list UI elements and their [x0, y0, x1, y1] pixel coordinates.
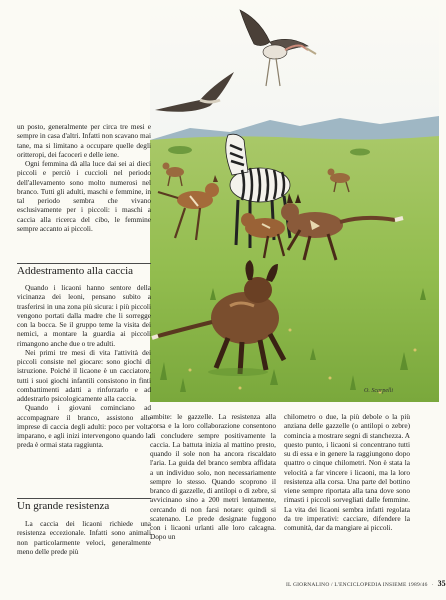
page-separator: · — [431, 582, 434, 588]
page-number: 35 — [437, 579, 446, 588]
section-2-paragraph-1: La caccia dei licaoni richiede una resistenza eccezionale. Infatti sono animali non particolarmente veloci, generalmente meno delle prede più — [17, 519, 151, 556]
column-1 — [17, 122, 151, 233]
section-1-paragraph-2: Nei primi tre mesi di vita l'attività dei piccoli consiste nel giocare: sono giochi di istruzione. Poiché il licaone è un cacciatore, tutti i suoi giochi infantili consistono in finti combattimenti adatti a rinforzarlo e ad addestrarlo psicologicamente alla caccia. — [17, 347, 151, 403]
illustrator-signature: O. Scarpelli — [364, 388, 393, 394]
section-1-body — [17, 283, 151, 450]
page-footer — [286, 573, 446, 591]
section-2-body — [17, 519, 151, 556]
illustration — [150, 0, 439, 402]
running-title: IL GIORNALINO / L'ENCICLOPEDIA INSIEME 1989/46 — [286, 582, 428, 588]
column-3 — [284, 412, 410, 532]
column-2 — [150, 412, 276, 542]
column-2-paragraph: ambite: le gazzelle. La resistenza alla corsa e la loro collaborazione consentono di concludere sempre positivamente la caccia. La battuta inizia al mattino presto, quando il sole non ha ancora riscaldato l'aria. La guida del branco sembra affidata a un individuo solo, non necessariamente sempre lo stesso. Quando scoprono il branco di gazzelle, di antilopi o di zebre, si avvicinano sino a 200 metri lentamente, cercando di non farsi notare: quindi si scatenano. Le prede designate fuggono con i licaoni urlanti alle loro calcagna. Dopo un — [150, 412, 276, 542]
section-1-paragraph-3: Quando i giovani cominciano ad accompagnare il branco, assistono alle imprese di caccia degli adulti: poco per volta imparano, e agli inizi intervengono quando la preda è ormai stata raggiunta. — [17, 403, 151, 450]
section-1-heading: Addestramento alla caccia — [17, 265, 134, 277]
column-3-paragraph: chilometro o due, la più debole o la più anziana delle gazzelle (o antilopi o zebre) comincia a mostrare segni di stanchezza. A questo punto, i licaoni si concentrano tutti su di essa e in genere la raggiungono dopo quattro o cinque chilometri. Non è stata la velocità a far vincere i licaoni, ma la loro resistenza alla corsa. Una parte del bottino viene sempre riportata alla tana dove sono rimasti i piccoli sorvegliati dalle femmine. La vita dei licaoni sembra infatti regolata da tre imperativi: cacciare, difendere la comunità, dar da mangiare ai piccoli. — [284, 412, 410, 532]
section-2-rule — [17, 498, 151, 499]
section-2-heading: Un grande resistenza — [17, 500, 110, 512]
section-1-paragraph-1: Quando i licaoni hanno sentore della vicinanza dei leoni, pensano subito a trasferirsi in una zona più sicura: i più piccoli vengono portati dalla madre che li sorregge con la bocca. Se il gruppo teme la visita dei nemici, a montare la guardia ai piccoli rimangono anche due o tre adulti. — [17, 283, 151, 348]
section-1-rule — [17, 263, 151, 264]
intro-paragraph-2: Ogni femmina dà alla luce dai sei ai dieci piccoli e perciò i cuccioli nel periodo dell'allevamento sono molto numerosi nel branco. Tutti gli adulti, maschi e femmine, in tal periodo sembra che vivano esclusivamente per i piccoli: i maschi a caccia alla ricerca del cibo, le femmine sempre accanto ai piccoli. — [17, 159, 151, 233]
intro-paragraph-1: un posto, generalmente per circa tre mesi e sempre in casa d'altri. Infatti non scavano mai tane, ma si limitano a occupare quelle degli oritteropi, dei facoceri e delle iene. — [17, 122, 151, 159]
wild-dogs-hunting-zebra-illustration — [150, 0, 439, 402]
